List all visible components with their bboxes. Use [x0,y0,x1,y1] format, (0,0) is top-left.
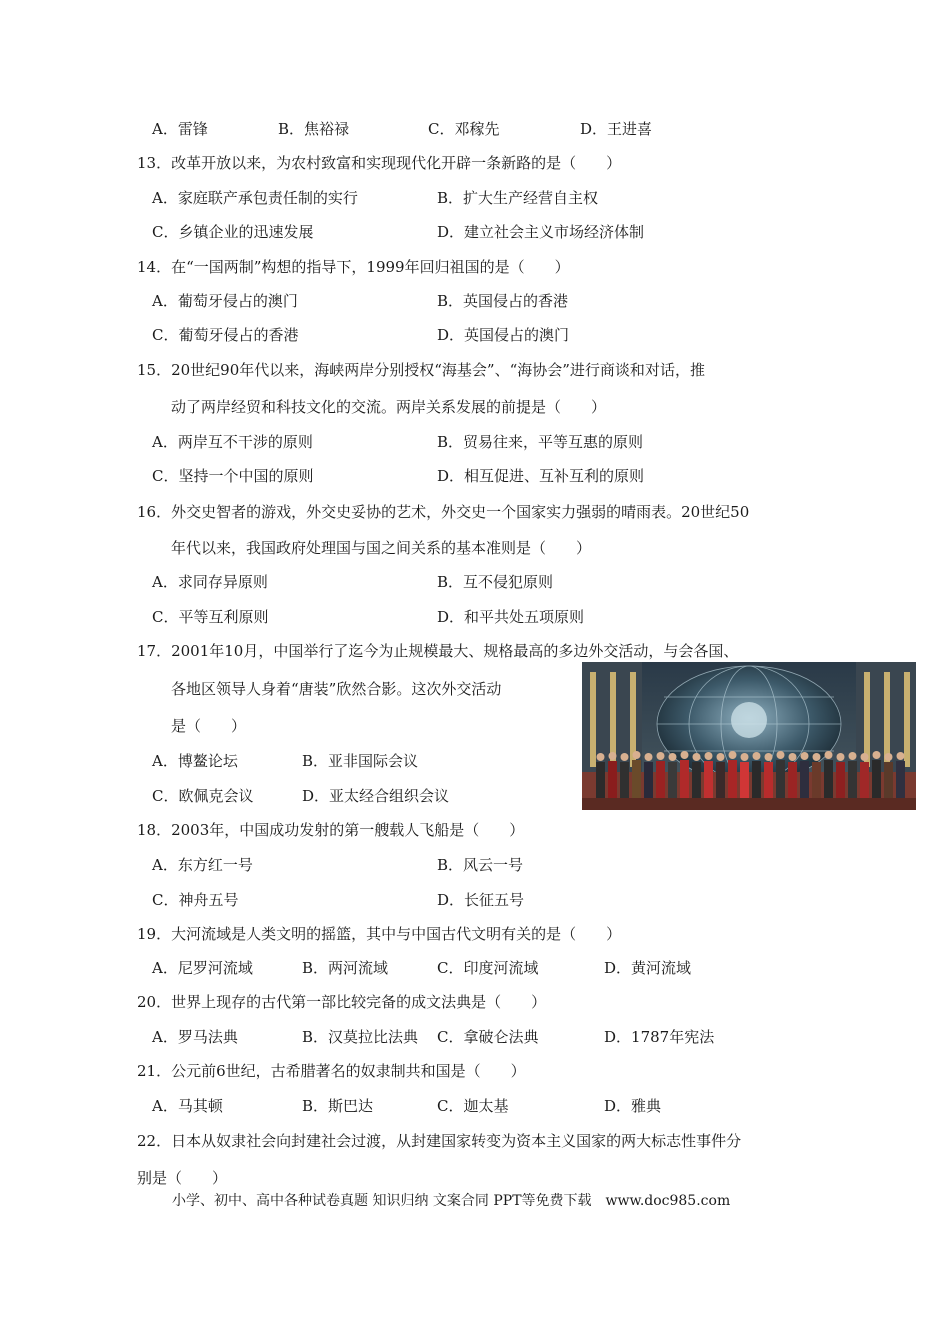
q21-option-d: D．雅典 [604,1097,662,1115]
q18-option-b: B．风云一号 [437,856,524,874]
q17-stem-line3: 是（ ） [171,717,247,735]
q21-option-a: A．马其顿 [152,1097,223,1115]
q18-option-d: D．长征五号 [437,891,525,909]
q17-stem-line2: 各地区领导人身着“唐装”欣然合影。这次外交活动 [171,680,502,698]
q18-option-c: C．神舟五号 [152,891,239,909]
q13-stem: 13．改革开放以来，为农村致富和实现现代化开辟一条新路的是（ ） [137,154,622,172]
q20-stem: 20．世界上现存的古代第一部比较完备的成文法典是（ ） [137,993,547,1011]
q16-option-c: C．平等互利原则 [152,608,269,626]
q15-stem-line1: 15．20世纪90年代以来，海峡两岸分别授权“海基会”、“海协会”进行商谈和对话，推 [137,361,705,379]
q14-option-b: B．英国侵占的香港 [437,292,569,310]
q19-option-b: B．两河流域 [302,959,389,977]
footer-watermark: 小学、初中、高中各种试卷真题 知识归纳 文案合同 PPT等免费下载 www.doc985.com [172,1193,731,1209]
q12-option-d: D．王进喜 [580,120,653,138]
q21-option-b: B．斯巴达 [302,1097,374,1115]
q20-option-b: B．汉莫拉比法典 [302,1028,419,1046]
q19-option-c: C．印度河流域 [437,959,539,977]
q17-option-d: D．亚太经合组织会议 [302,787,450,805]
q13-option-d: D．建立社会主义市场经济体制 [437,223,645,241]
q12-option-c: C．邓稼先 [428,120,500,138]
q13-option-c: C．乡镇企业的迅速发展 [152,223,314,241]
q19-stem: 19．大河流域是人类文明的摇篮，其中与中国古代文明有关的是（ ） [137,925,622,943]
q15-stem-line2: 动了两岸经贸和科技文化的交流。两岸关系发展的前提是（ ） [171,398,607,416]
q17-option-b: B．亚非国际会议 [302,752,419,770]
q22-stem-line1: 22．日本从奴隶社会向封建社会过渡，从封建国家转变为资本主义国家的两大标志性事件分 [137,1132,742,1150]
q20-option-a: A．罗马法典 [152,1028,238,1046]
q17-stem-line1: 17．2001年10月，中国举行了迄今为止规模最大、规格最高的多边外交活动，与会各国、 [137,642,739,660]
q14-option-d: D．英国侵占的澳门 [437,326,570,344]
q14-stem: 14．在“一国两制”构想的指导下，1999年回归祖国的是（ ） [137,258,570,276]
q12-option-a: A．雷锋 [152,120,208,138]
q19-option-d: D．黄河流域 [604,959,692,977]
q16-option-a: A．求同存异原则 [152,573,268,591]
q15-option-c: C．坚持一个中国的原则 [152,467,314,485]
q17-option-c: C．欧佩克会议 [152,787,254,805]
q16-stem-line2: 年代以来，我国政府处理国与国之间关系的基本准则是（ ） [171,539,592,557]
q19-option-a: A．尼罗河流域 [152,959,253,977]
q12-option-b: B．焦裕禄 [278,120,350,138]
q17-option-a: A．博鳌论坛 [152,752,238,770]
q13-option-a: A．家庭联产承包责任制的实行 [152,189,358,207]
q14-option-c: C．葡萄牙侵占的香港 [152,326,299,344]
q16-option-d: D．和平共处五项原则 [437,608,585,626]
q14-option-a: A．葡萄牙侵占的澳门 [152,292,298,310]
q20-option-c: C．拿破仑法典 [437,1028,539,1046]
q16-option-b: B．互不侵犯原则 [437,573,554,591]
q16-stem-line1: 16．外交史智者的游戏，外交史妥协的艺术，外交史一个国家实力强弱的晴雨表。20世纪50 [137,503,750,521]
q22-stem-line2: 别是（ ） [137,1169,228,1187]
q21-option-c: C．迦太基 [437,1097,509,1115]
q20-option-d: D．1787年宪法 [604,1028,715,1046]
q13-option-b: B．扩大生产经营自主权 [437,189,599,207]
q15-option-a: A．两岸互不干涉的原则 [152,433,313,451]
apec-group-photo [582,662,916,810]
q15-option-b: B．贸易往来，平等互惠的原则 [437,433,644,451]
q18-option-a: A．东方红一号 [152,856,253,874]
q18-stem: 18．2003年，中国成功发射的第一艘载人飞船是（ ） [137,821,525,839]
q21-stem: 21．公元前6世纪，古希腊著名的奴隶制共和国是（ ） [137,1062,526,1080]
q15-option-d: D．相互促进、互补互利的原则 [437,467,645,485]
